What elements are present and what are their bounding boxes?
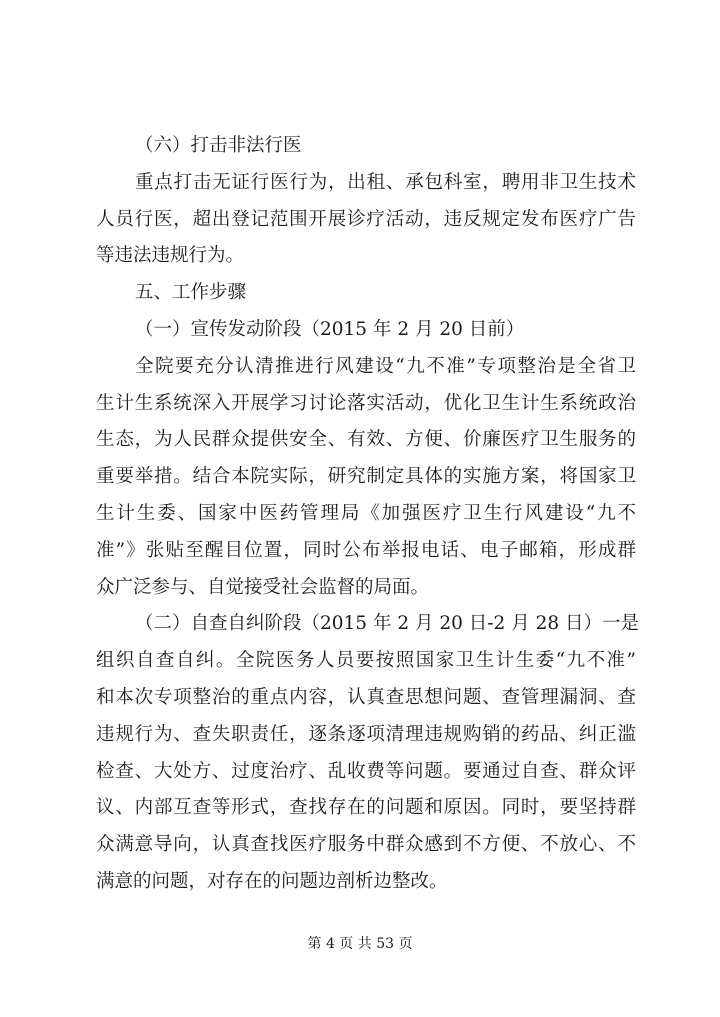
paragraph-line: 组织自查自纠。全院医务人员要按照国家卫生计生委“九不准” bbox=[96, 650, 636, 672]
paragraph-line: 人员行医，超出登记范围开展诊疗活动，违反规定发布医疗广告 bbox=[96, 208, 636, 230]
paragraph-illegal-practice bbox=[96, 165, 636, 275]
stage-heading-publicity: （一）宣传发动阶段（2015 年 2 月 20 日前） bbox=[135, 318, 525, 340]
page-number-footer: 第 4 页 共 53 页 bbox=[307, 936, 413, 952]
paragraph-line: 众广泛参与、自觉接受社会监督的局面。 bbox=[96, 576, 430, 598]
section-heading-illegal-practice: （六）打击非法行医 bbox=[135, 135, 302, 156]
paragraph-line: 重点打击无证行医行为，出租、承包科室，聘用非卫生技术 bbox=[135, 171, 636, 193]
section-heading-work-steps: 五、工作步骤 bbox=[135, 282, 247, 304]
paragraph-self-inspection bbox=[96, 606, 640, 900]
paragraph-line: 重要举措。结合本院实际，研究制定具体的实施方案，将国家卫 bbox=[96, 466, 636, 488]
paragraph-line: 准”》张贴至醒目位置，同时公布举报电话、电子邮箱，形成群 bbox=[96, 539, 636, 561]
paragraph-line: 议、内部互查等形式，查找存在的问题和原因。同时，要坚持群 bbox=[96, 797, 636, 819]
paragraph-line: 和本次专项整治的重点内容，认真查思想问题、查管理漏洞、查 bbox=[96, 686, 636, 708]
paragraph-line: 生计生委、国家中医药管理局《加强医疗卫生行风建设“九不 bbox=[96, 502, 636, 524]
paragraph-line: 生态，为人民群众提供安全、有效、方便、价廉医疗卫生服务的 bbox=[96, 429, 636, 451]
paragraph-line: 众满意导向，认真查找医疗服务中群众感到不方便、不放心、不 bbox=[96, 834, 636, 856]
document-body bbox=[96, 128, 640, 901]
paragraph-line: 违规行为、查失职责任，逐条逐项清理违规购销的药品、纠正滥 bbox=[96, 723, 636, 745]
paragraph-line: 检查、大处方、过度治疗、乱收费等问题。要通过自查、群众评 bbox=[96, 760, 636, 782]
paragraph-line: （二）自查自纠阶段（2015 年 2 月 20 日-2 月 28 日）一是 bbox=[135, 613, 640, 635]
paragraph-line: 生计生系统深入开展学习讨论落实活动，优化卫生计生系统政治 bbox=[96, 392, 636, 414]
paragraph-line: 等违法违规行为。 bbox=[96, 245, 245, 267]
paragraph-line: 全院要充分认清推进行风建设“九不准”专项整治是全省卫 bbox=[135, 355, 636, 377]
paragraph-publicity bbox=[96, 349, 636, 607]
paragraph-line: 满意的问题，对存在的问题边剖析边整改。 bbox=[96, 870, 448, 892]
